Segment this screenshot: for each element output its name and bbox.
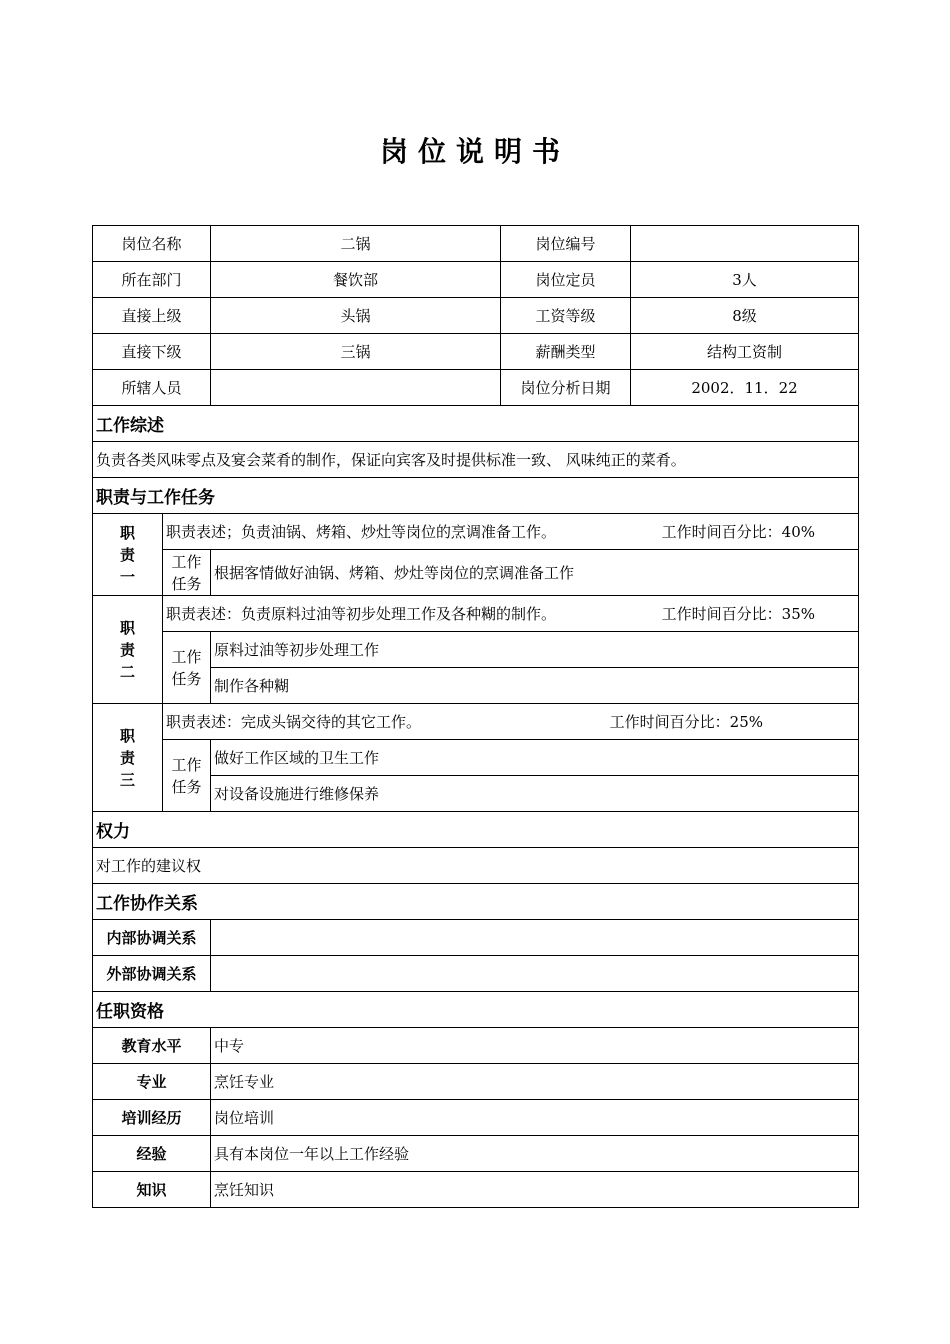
basic-row: [93, 370, 859, 406]
qualification-label: 知识: [93, 1172, 211, 1208]
duty-percent: 工作时间百分比：40%: [661, 523, 816, 541]
duty-task-row: [93, 550, 859, 596]
duty-task-row: [93, 632, 859, 668]
basic-label: 所在部门: [93, 262, 211, 298]
summary-text: 负责各类风味零点及宴会菜肴的制作，保证向宾客及时提供标准一致、 风味纯正的菜肴。: [93, 442, 859, 478]
basic-value: [211, 370, 501, 406]
internal-value: [211, 920, 859, 956]
duty-statement-row: [93, 704, 859, 740]
task-text: 做好工作区域的卫生工作: [211, 740, 859, 776]
basic-label: 岗位名称: [93, 226, 211, 262]
basic-value: 3人: [631, 262, 859, 298]
qualification-value: 中专: [211, 1028, 859, 1064]
basic-row: [93, 334, 859, 370]
cooperation-row: [93, 920, 859, 956]
task-label: 工作 任务: [163, 740, 211, 812]
internal-label: 内部协调关系: [93, 920, 211, 956]
duty-name: 职 责 二: [93, 596, 163, 704]
basic-row: [93, 262, 859, 298]
section-heading-row: [93, 992, 859, 1028]
cooperation-heading: 工作协作关系: [93, 884, 859, 920]
task-text: 制作各种糊: [211, 668, 859, 704]
qualification-value: 烹饪知识: [211, 1172, 859, 1208]
external-value: [211, 956, 859, 992]
authority-text: 对工作的建议权: [93, 848, 859, 884]
summary-row: [93, 442, 859, 478]
duty-statement-text: 职责表述：负责原料过油等初步处理工作及各种糊的制作。: [166, 605, 557, 623]
basic-value: 8级: [631, 298, 859, 334]
qualification-value: 岗位培训: [211, 1100, 859, 1136]
qualification-row: [93, 1172, 859, 1208]
authority-heading: 权力: [93, 812, 859, 848]
task-label: 工作 任务: [163, 550, 211, 596]
duty-statement: [163, 514, 859, 550]
task-text: 对设备设施进行维修保养: [211, 776, 859, 812]
duty-name: 职 责 一: [93, 514, 163, 596]
section-heading-row: [93, 884, 859, 920]
basic-label: 直接上级: [93, 298, 211, 334]
basic-label: 所辖人员: [93, 370, 211, 406]
duty-statement: [163, 596, 859, 632]
basic-value: 餐饮部: [211, 262, 501, 298]
external-label: 外部协调关系: [93, 956, 211, 992]
basic-label: 工资等级: [501, 298, 631, 334]
page-title: 岗位说明书: [379, 135, 570, 168]
job-description-table: [92, 225, 859, 1208]
duty-percent: 工作时间百分比：35%: [661, 605, 816, 623]
basic-value: 头锅: [211, 298, 501, 334]
qualification-label: 专业: [93, 1064, 211, 1100]
qualification-label: 教育水平: [93, 1028, 211, 1064]
basic-value: [631, 226, 859, 262]
qualification-heading: 任职资格: [93, 992, 859, 1028]
basic-row: [93, 226, 859, 262]
duty-percent: 工作时间百分比：25%: [609, 713, 764, 731]
section-heading-row: [93, 406, 859, 442]
duty-statement-row: [93, 596, 859, 632]
authority-row: [93, 848, 859, 884]
section-heading-row: [93, 478, 859, 514]
basic-value: 2002．11．22: [631, 370, 859, 406]
qualification-value: 具有本岗位一年以上工作经验: [211, 1136, 859, 1172]
basic-label: 岗位分析日期: [501, 370, 631, 406]
duty-name: 职 责 三: [93, 704, 163, 812]
qualification-label: 经验: [93, 1136, 211, 1172]
qualification-row: [93, 1064, 859, 1100]
duties-heading: 职责与工作任务: [93, 478, 859, 514]
duty-statement: [163, 704, 859, 740]
qualification-label: 培训经历: [93, 1100, 211, 1136]
section-heading-row: [93, 812, 859, 848]
duty-statement-row: [93, 514, 859, 550]
basic-value: 二锅: [211, 226, 501, 262]
duty-statement-text: 职责表述；负责油锅、烤箱、炒灶等岗位的烹调准备工作。: [166, 523, 557, 541]
task-text: 原料过油等初步处理工作: [211, 632, 859, 668]
duty-statement-text: 职责表述：完成头锅交待的其它工作。: [166, 713, 422, 731]
basic-row: [93, 298, 859, 334]
qualification-value: 烹饪专业: [211, 1064, 859, 1100]
basic-label: 岗位定员: [501, 262, 631, 298]
duty-task-row: [93, 740, 859, 776]
cooperation-row: [93, 956, 859, 992]
qualification-row: [93, 1136, 859, 1172]
basic-label: 薪酬类型: [501, 334, 631, 370]
qualification-row: [93, 1028, 859, 1064]
qualification-row: [93, 1100, 859, 1136]
task-label: 工作 任务: [163, 632, 211, 704]
basic-value: 三锅: [211, 334, 501, 370]
task-text: 根据客情做好油锅、烤箱、炒灶等岗位的烹调准备工作: [211, 550, 859, 596]
basic-label: 直接下级: [93, 334, 211, 370]
summary-heading: 工作综述: [93, 406, 859, 442]
basic-label: 岗位编号: [501, 226, 631, 262]
basic-value: 结构工资制: [631, 334, 859, 370]
